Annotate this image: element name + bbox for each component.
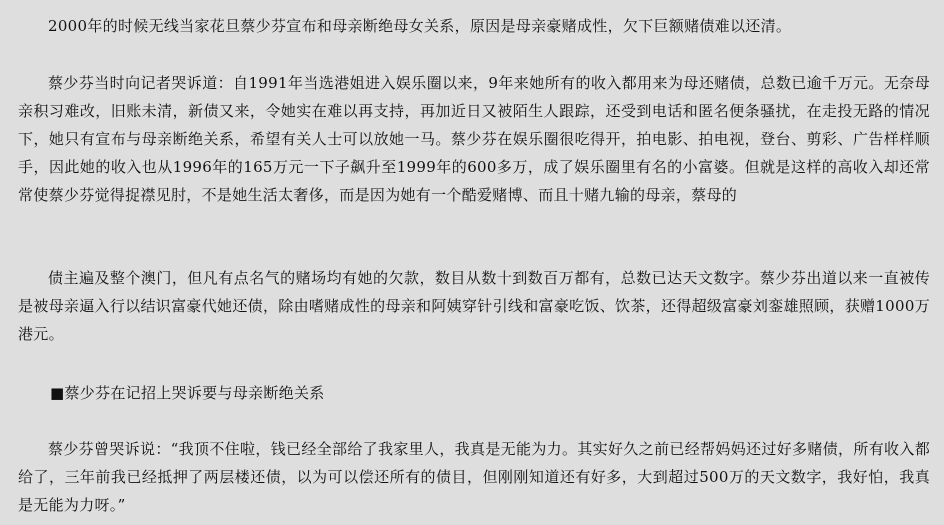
paragraph-intro: 2000年的时候无线当家花旦蔡少芬宣布和母亲断绝母女关系，原因是母亲豪赌成性，欠下巨额赌债难以还清。 — [48, 17, 792, 35]
paragraph-quote: 蔡少芬曾哭诉说：“我顶不住啦，钱已经全部给了我家里人，我真是无能为力。其实好久之前已经帮妈妈还过好多赌债，所有收入都给了，三年前我已经抵押了两层楼还债，以为可以偿还所有的债目，但刚刚知道还有好多，大到超过500万的天文数字，我好怕，我真是无能为力呀。” — [18, 440, 930, 514]
paragraph-creditors: 债主遍及整个澳门，但凡有点名气的赌场均有她的欠款，数目从数十到数百万都有，总数已达天文数字。蔡少芬出道以来一直被传是被母亲逼入行以结识富豪代她还债，除由嗜赌成性的母亲和阿姨穿针引线和富豪吃饭、饮茶，还得超级富豪刘銮雄照顾，获赠1000万港元。 — [18, 269, 930, 343]
paragraph-debt-history: 蔡少芬当时向记者哭诉道：自1991年当选港姐进入娱乐圈以来，9年来她所有的收入都用来为母还赌债，总数已逾千万元。无奈母亲积习难改，旧账未清，新债又来，令她实在难以再支持，再加近日又被陌生人跟踪，还受到电话和匿名便条骚扰，在走投无路的情况下，她只有宣布与母亲断绝关系，希望有关人士可以放她一马。蔡少芬在娱乐圈很吃得开，拍电影、拍电视，登台、剪彩、广告样样顺手，因此她的收入也从1996年的165万元一下子飙升至1999年的600多万，成了娱乐圈里有名的小富婆。但就是这样的高收入却还常常使蔡少芬觉得捉襟见肘，不是她生活太奢侈，而是因为她有一个酷爱赌博、而且十赌九输的母亲，蔡母的 — [18, 74, 930, 204]
section-heading: ■蔡少芬在记招上哭诉要与母亲断绝关系 — [50, 384, 325, 402]
